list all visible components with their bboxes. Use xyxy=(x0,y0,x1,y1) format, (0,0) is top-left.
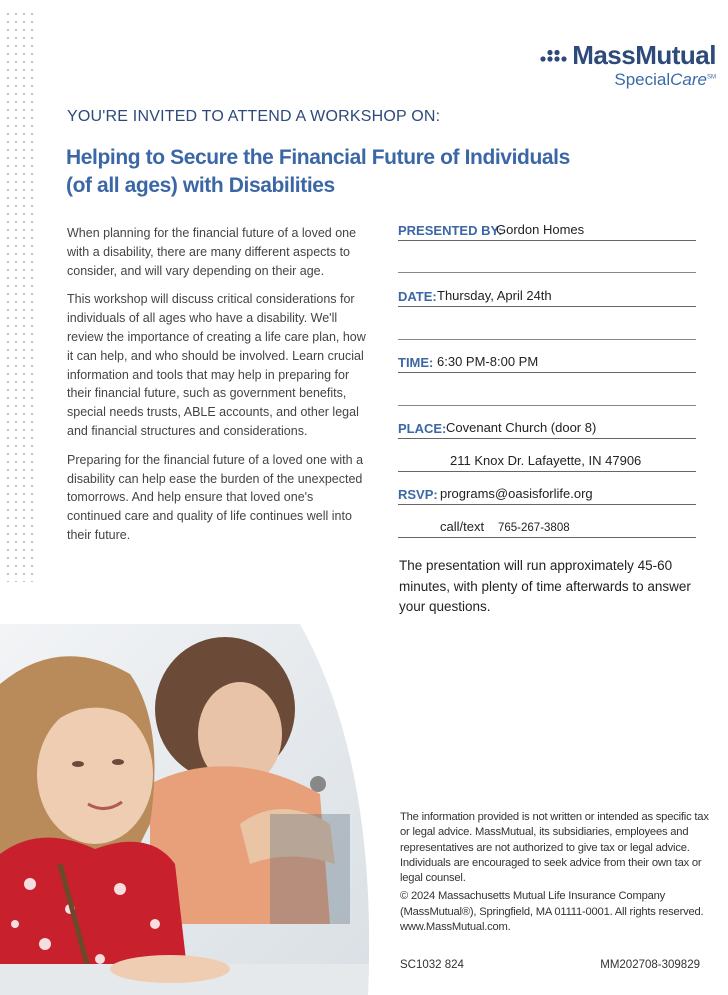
students-photo xyxy=(0,624,378,995)
photo-illustration xyxy=(0,624,378,995)
call-text-field xyxy=(398,521,696,538)
rsvp-email: programs@oasisforlife.org xyxy=(440,486,593,501)
time-value: 6:30 PM-8:00 PM xyxy=(437,354,539,369)
call-text-label: call/text xyxy=(440,519,485,534)
presented-by-value: Gordon Homes xyxy=(496,222,585,237)
place-label: PLACE: xyxy=(398,421,447,436)
description-paragraph: When planning for the financial future of a loved one with a disability, there are many different aspects to consider, and will vary depending on their age. xyxy=(67,226,357,278)
phone-number: 765-267-3808 xyxy=(498,522,570,534)
blank-line xyxy=(398,405,696,406)
date-value: Thursday, April 24th xyxy=(437,288,552,303)
presented-by-label: PRESENTED BY: xyxy=(398,223,503,238)
invite-heading: YOU'RE INVITED TO ATTEND A WORKSHOP ON: xyxy=(67,108,441,125)
time-field xyxy=(398,356,696,373)
legal-paragraph: The information provided is not written or intended as specific tax or legal advice. MassMutual, its subsidiaries, employees and representatives are not authorized to give tax or legal advice. Individuals are encouraged to seek advice from their own tax or legal counsel. xyxy=(400,811,709,885)
logo-dots-icon xyxy=(540,49,568,63)
date-field xyxy=(398,290,696,307)
massmutual-logo xyxy=(540,40,716,90)
legal-disclaimer xyxy=(400,810,710,935)
document-code-right: MM202708-309829 xyxy=(600,959,700,971)
place-field xyxy=(398,422,696,439)
workshop-title: Helping to Secure the Financial Future of Individuals (of all ages) with Disabilities xyxy=(66,146,570,197)
rsvp-field xyxy=(398,488,696,505)
dot-pattern xyxy=(4,10,38,582)
logo-product: SpecialCare℠ xyxy=(614,70,716,89)
date-label: DATE: xyxy=(398,289,437,304)
place-address: 211 Knox Dr. Lafayette, IN 47906 xyxy=(450,453,642,468)
place-address-field xyxy=(398,455,696,472)
description-paragraph: Preparing for the financial future of a loved one with a disability can help ease the burden of the unexpected tomorrows. And help ensure that loved one's continued care and quality of life continues well into their future. xyxy=(67,452,364,542)
time-label: TIME: xyxy=(398,355,434,370)
description-paragraph: This workshop will discuss critical considerations for individuals of all ages who have a disability. We'll review the importance of creating a life care plan, how it can help, and who should be involved. Learn crucial information and tools that may help in preparing for their financial future, such as government benefits, special needs trusts, ABLE accounts, and other legal and financial structures and considerations. xyxy=(67,292,366,438)
copyright-paragraph: © 2024 Massachusetts Mutual Life Insurance Company (MassMutual®), Springfield, MA 01111-0001. All rights reserved. www.MassMutual.com. xyxy=(400,890,704,934)
blank-line xyxy=(398,272,696,273)
rsvp-label: RSVP: xyxy=(398,487,438,502)
presented-by-field xyxy=(398,224,696,241)
document-code-left: SC1032 824 xyxy=(400,959,464,971)
place-value: Covenant Church (door 8) xyxy=(446,420,597,435)
blank-line xyxy=(398,339,696,340)
presentation-note: The presentation will run approximately 45-60 minutes, with plenty of time afterwards to answer your questions. xyxy=(399,558,691,614)
description-body xyxy=(67,224,367,555)
logo-brand: MassMutual xyxy=(572,40,716,70)
